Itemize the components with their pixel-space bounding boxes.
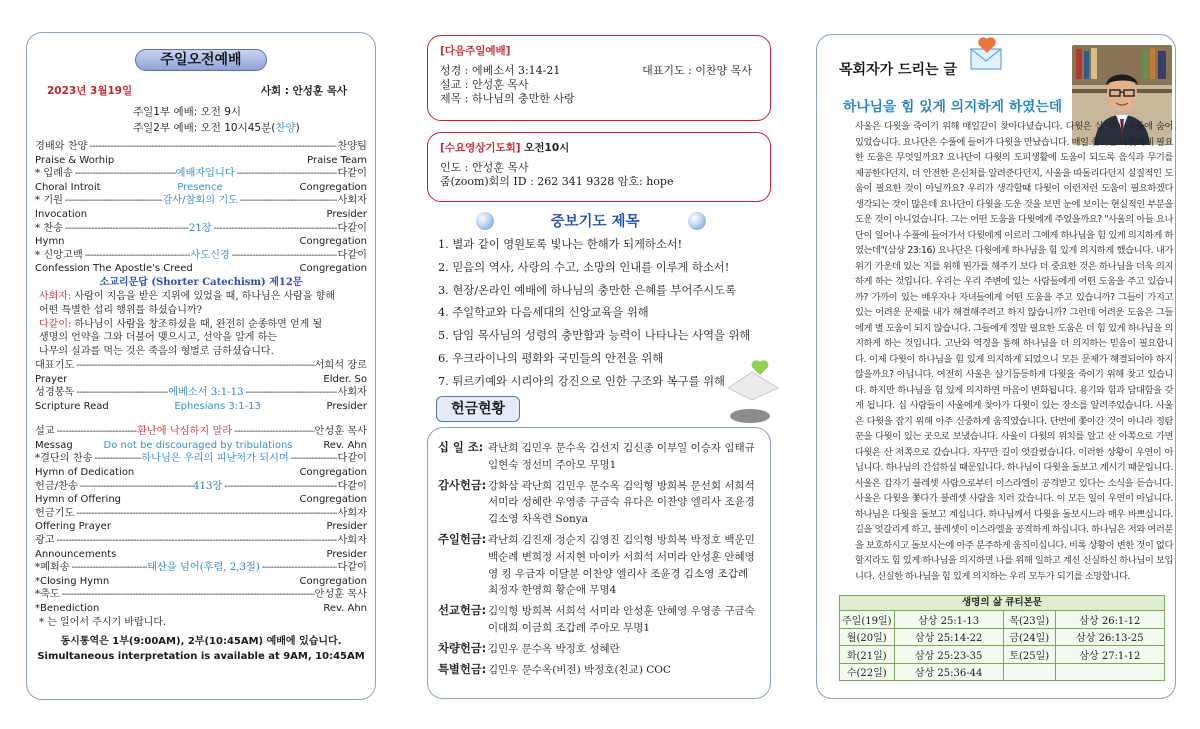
prayer-item: 1. 별과 같이 영원토록 빛나는 한해가 되게하소서! <box>438 238 683 251</box>
bible-reference: 삼상 25:14-22 <box>894 628 1003 646</box>
bible-reference: 삼상 25:1-13 <box>894 611 1003 629</box>
order-item-label: * 찬송 <box>35 222 64 234</box>
order-item-english <box>35 373 367 387</box>
offering-names: 김민우 문수옥 박정호 성혜란 <box>488 642 620 655</box>
heart-envelope-icon <box>967 35 1007 73</box>
order-item-detail: 에베소서 3:1-13 <box>168 387 244 399</box>
leader-dashes <box>63 194 162 208</box>
order-item-leader: 사회자 <box>337 387 367 399</box>
bible-reference: 삼상 25:23-35 <box>894 646 1003 664</box>
order-item-detail: 하나님은 우리의 피난처가 되시며 <box>141 453 289 465</box>
leader-dashes <box>93 452 142 466</box>
wednesday-box <box>427 132 771 202</box>
stand-note: * 는 일어서 주시기 바랍니다. <box>39 616 167 628</box>
prayer-item: 6. 우크라이나의 평화와 국민들의 안전을 위해 <box>438 351 664 365</box>
order-item-label: * 입례송 <box>35 168 73 180</box>
offering-row <box>438 478 760 528</box>
order-item-english <box>35 154 367 168</box>
prayer-item: 3. 현장/온라인 예배에 하나님의 충만한 은혜를 부어주시도록 <box>438 283 737 297</box>
zoom-info: 줌(zoom)회의 ID : 262 341 9328 암호: hope <box>440 175 674 188</box>
leader-dashes <box>78 480 193 494</box>
order-item-label: *폐회송 <box>35 562 70 574</box>
leader-dashes <box>74 359 314 373</box>
order-item-detail: 사도신경 <box>190 249 230 261</box>
order-list-1 <box>35 140 367 276</box>
order-item-leader: 다같이 <box>337 453 367 465</box>
order-item-label: 헌금기도 <box>35 507 75 519</box>
order-english-l: Praise & Worhip <box>35 154 115 166</box>
bible-reading-title: 생명의 삶 큐티본문 <box>839 595 1165 610</box>
offering-names: 강화삼 곽난희 김민우 문수옥 김익형 방희복 문선회 서희석 서미라 성혜란 우영종 구금숙 유다은 이찬양 엘리사 조윤경 김소영 차옥련 Sonya <box>488 479 755 526</box>
service-2-time: 주일2부 예배: 오전 10시45분(찬양) <box>133 122 300 134</box>
presider: 사회 : 안성훈 목사 <box>260 85 347 97</box>
bible-row <box>840 663 1165 681</box>
leader-dashes <box>55 534 338 548</box>
order-item-english <box>35 466 367 480</box>
offering-label: 선교헌금: <box>438 604 487 618</box>
order-item-detail: 413장 <box>192 480 223 492</box>
bible-reference: 삼상 27:1-12 <box>1055 646 1164 664</box>
catechism-question-2: 어떤 특별한 섭리 행위를 하셨습니까? <box>39 304 202 316</box>
order-english-l: Confession The Apostle's Creed <box>35 263 193 275</box>
offering-label: 차량헌금: <box>438 641 487 655</box>
prayer-item: 7. 튀르키예와 시리아의 강진으로 인한 구조와 복구를 위해 <box>438 374 725 388</box>
order-english-l: Hymn of Offering <box>35 494 122 506</box>
order-english-l: Announcements <box>35 548 117 560</box>
order-item-english <box>35 208 367 222</box>
sermon-row <box>35 425 367 452</box>
order-list-2 <box>35 359 367 413</box>
order-item-leader: 사회자 <box>337 535 367 547</box>
order-english-l: *Closing Hymn <box>35 575 110 587</box>
leader-dashes <box>230 249 338 263</box>
leader-dashes <box>60 588 315 602</box>
wednesday-title: [수요영상기도회] <box>440 142 521 154</box>
offering-panel <box>427 427 771 699</box>
bible-reference: 삼상 26:13-25 <box>1055 628 1164 646</box>
order-item <box>35 194 367 208</box>
order-item-label: 헌금/찬송 <box>35 480 78 492</box>
next-scripture: 성경 : 에베소서 3:14-21 <box>440 64 561 77</box>
bible-row <box>840 646 1165 664</box>
pastor-heading: 목회자가 드리는 글 <box>839 62 957 78</box>
order-english-r: Congregation <box>299 263 367 275</box>
offering-label: 특별헌금: <box>438 662 487 676</box>
order-item <box>35 140 367 154</box>
order-item <box>35 249 367 263</box>
order-item <box>35 167 367 181</box>
prayer-title: 중보기도 제목 <box>550 214 640 230</box>
prayer-item: 5. 담임 목사님의 성령의 충만함과 능력이 나타나는 사역을 위해 <box>438 329 751 343</box>
order-item-label: *결단의 찬송 <box>35 453 93 465</box>
order-item-label: *축도 <box>35 589 60 601</box>
order-english-l: *Benediction <box>35 603 100 615</box>
leader-dashes <box>70 561 148 575</box>
order-item-label: 성경봉독 <box>35 387 75 399</box>
order-item-english <box>35 575 367 589</box>
order-item-label: * 신앙고백 <box>35 249 83 261</box>
prayer-item: 4. 주일학교와 다음세대의 신앙교육을 위해 <box>438 306 649 320</box>
order-english-l: Messag <box>35 439 73 451</box>
offering-row <box>438 662 760 679</box>
order-english-r: Rev. Ahn <box>323 603 367 615</box>
wednesday-time: 오전10시 <box>524 142 570 154</box>
order-item-leader: 다같이 <box>337 480 367 492</box>
interpretation-en: Simultaneous interpretation is available at 9AM, 10:45AM <box>37 650 365 662</box>
order-item <box>35 480 367 494</box>
interpretation-kr: 동시통역은 1부(9:00AM), 2부(10:45AM) 예배에 있습니다. <box>60 635 342 647</box>
order-item <box>35 561 367 575</box>
leader-dashes <box>74 386 168 400</box>
order-english-r: Elder. So <box>323 373 367 385</box>
order-item-label: 대표기도 <box>35 359 75 371</box>
catechism-answer-3: 나무의 실과를 먹는 것은 죽음의 형벌로 금하셨습니다. <box>39 346 274 358</box>
order-english-l: Invocation <box>35 208 88 220</box>
next-preacher: 설교 : 안성훈 목사 <box>440 78 529 91</box>
order-item-leader: 찬양팀 <box>337 141 367 152</box>
order-item-english <box>35 262 367 276</box>
order-english-r: Congregation <box>299 181 367 193</box>
order-item <box>35 425 367 439</box>
leader-dashes <box>83 249 191 263</box>
leader-dashes <box>74 507 337 521</box>
order-item-english <box>35 520 367 534</box>
order-item-detail: 21장 <box>188 222 212 234</box>
order-item-leader: 서희석 장로 <box>314 359 367 371</box>
order-item-leader: 다같이 <box>337 562 367 574</box>
order-english-r: Presider <box>326 548 367 560</box>
order-item-detail: 감사/참회의 기도 <box>162 195 239 207</box>
catechism-question: 사회자: 사람이 지음을 받은 지위에 있었을 때, 하나님은 사람을 향해 <box>39 290 335 302</box>
offering-names: 곽난희 김진재 정순지 김영진 김익형 방희복 박정호 백운민 백순례 변희정 서지현 마이카 서희석 서미라 안성훈 안혜영 영 킹 우금자 이달분 이찬양 엘리사 조윤경 김소영 조갑례 최정자 한영희 황순애 무명4 <box>488 533 755 597</box>
order-item <box>35 507 367 521</box>
order-item <box>35 588 367 602</box>
order-english-r: Presider <box>326 208 367 220</box>
date-row <box>35 83 367 98</box>
bible-reading-table <box>839 595 1165 681</box>
catechism-answer: 다같이: 하나님이 사람을 창조하셨을 때, 완전히 순종하면 얻게 될 <box>39 318 323 330</box>
offering-row <box>438 532 760 599</box>
pastor-letter-panel <box>816 34 1176 699</box>
order-item-detail: 태산을 넘어(후렴, 2,3절) <box>147 562 260 574</box>
order-item-english <box>35 439 367 453</box>
order-english-l: Hymn <box>35 236 65 248</box>
worship-title: 주일오전예배 <box>135 49 267 71</box>
order-item-leader: 사회자 <box>337 195 367 207</box>
service-date: 2023년 3월19일 <box>47 85 133 97</box>
bible-day: 금(24일) <box>1003 628 1055 646</box>
order-english-l: Prayer <box>35 373 68 385</box>
leader-dashes <box>55 425 137 439</box>
offering-row <box>438 641 760 658</box>
order-item <box>35 222 367 236</box>
leader-dashes <box>63 222 189 236</box>
offering-names: 김민우 문수옥(비전) 박정호(친교) COC <box>488 663 671 676</box>
bible-reference <box>1055 663 1164 681</box>
next-prayer: 대표기도 : 이찬양 목사 <box>642 64 752 77</box>
offering-names: 김익형 방희복 서희석 서미라 안성훈 안혜영 우영종 구금숙 이대희 이금희 조갑례 주아모 무명1 <box>488 605 755 634</box>
leader-dashes <box>238 194 337 208</box>
order-item-detail: 환난에 낙심하지 말라 <box>137 426 233 438</box>
bible-day: 주일(19일) <box>840 611 895 629</box>
bible-day: 월(20일) <box>840 628 895 646</box>
order-english-l: Choral Introit <box>35 181 101 193</box>
order-item-leader: 안성훈 목사 <box>314 426 367 438</box>
leader-dashes <box>235 167 338 181</box>
order-item-english <box>35 493 367 507</box>
order-english-l: Scripture Read <box>35 400 109 412</box>
order-item <box>35 534 367 548</box>
offering-label: 주일헌금: <box>438 532 487 546</box>
leader-dashes <box>212 222 338 236</box>
order-item-label: * 기원 <box>35 195 64 207</box>
order-english-r: Presider <box>326 521 367 533</box>
next-sermon-title: 제목 : 하나님의 충만한 사랑 <box>440 92 575 105</box>
order-english-r: Rev. Ahn <box>323 439 367 451</box>
leader-dashes <box>222 480 337 494</box>
leader-dashes <box>73 167 176 181</box>
order-list-3 <box>35 452 367 615</box>
service-1-time: 주일1부 예배: 오전 9시 <box>133 106 242 118</box>
order-english-m: Ephesians 3:1-13 <box>174 400 261 412</box>
order-item-english <box>35 602 367 616</box>
offering-row <box>438 603 760 637</box>
bible-row <box>840 628 1165 646</box>
offering-row <box>438 440 760 474</box>
order-item-label: 광고 <box>35 535 55 547</box>
bible-reference: 삼상 26:1-12 <box>1055 611 1164 629</box>
diamond-heart-icon <box>722 358 782 428</box>
leader-dashes <box>260 561 338 575</box>
order-item-english <box>35 400 367 414</box>
order-item <box>35 386 367 400</box>
leader-dashes <box>232 425 314 439</box>
order-item-english <box>35 235 367 249</box>
order-english-r: Congregation <box>299 575 367 587</box>
leader-dashes <box>289 452 338 466</box>
order-item-label: 설교 <box>35 426 55 438</box>
catechism-answer-2: 생명의 언약을 그와 더불어 맺으시고, 선악을 알게 하는 <box>39 332 277 344</box>
pastor-subtitle: 하나님을 힘 있게 의지하게 하였는데 <box>843 99 1063 115</box>
order-item-english <box>35 548 367 562</box>
order-item-leader: 다같이 <box>337 168 367 180</box>
offering-label: 십 일 조: <box>438 441 484 454</box>
bible-reference: 삼상 25:36-44 <box>894 663 1003 681</box>
order-english-r: Congregation <box>299 236 367 248</box>
leader-dashes <box>244 386 338 400</box>
next-week-title: [다음주일예배] <box>440 45 511 57</box>
offering-label: 감사헌금: <box>438 478 487 492</box>
order-item-detail: 예배자입니다 <box>175 168 235 180</box>
order-item-leader: 다같이 <box>337 222 367 234</box>
order-item-leader: 안성훈 목사 <box>314 589 367 601</box>
order-english-m: Presence <box>177 181 223 193</box>
order-english-m: Do not be discouraged by tribulations <box>103 439 293 451</box>
catechism-title: 소교리문답 (Shorter Catechism) 제12문 <box>99 276 303 288</box>
pastor-essay: 사울은 다윗을 죽이기 위해 매일같이 찾아다녔습니다. 다윗은 십 광야 수풀에 숨어 있었습니다. 요나단은 수풀에 들어가 다윗을 만났습니다. 매일 쫓기는 다윗에게 필요한 도움은 무엇일까요? 요나단이 다윗의 도피생활에 도움이 되도록 음식과 무기를 제공한다던지, 더 안전한 은신처를 알려준다던지, 사울을 따돌리다던지 실질적인 도움이 필요한 것이 아닐까요? 우리가 생각할때 다윗이 이런저런 도움이 필요하겠다 생각되는 것이 많은데 요나단이 다윗을 도운 것을 보면 눈에 보이는 현실적인 부분을 도운 것이 아니었습니다. 그는 어떤 도움을 다윗에게 주었을까요? "사울의 아들 요나단이 일어나 수풀에 들어가서 다윗에게 이르러 그에게 하나님을 힘 있게 의지하게 하였는데"(삼상 23:16) 요나단은 다윗에게 하나님을 힘 있게 의지하게 했습니다. 내가 위기 가운데 있는 지를 위해 뭔가를 해주기 보다 더 중요한 것은 하나님을 더욱 의지하게 하는 것입니다. 우리는 우리 주변에 있는 사람들에게 어떤 도움을 주고 있습니까? 가까이 있는 배우자나 자녀들에게 어떤 도움을 주고 있습니까? 그들이 가지고 있는 어려운 문제를 내가 해결해주려고 하지 않습니까? 그런데 어려운 도움은 그들에게 별 도움이 되지 않습니다. 그들에게 정말 필요한 도움은 더 힘 있게 하나님을 의지하게 하는 것입니다. 고난와 역경을 통해 하나님을 더 의지하는 믿음이 필요합니다. 이제 다윗이 하나님을 힘 있게 의지하게 되었으니 모든 문제가 해결되어야 하지 않을까요? 아닙니다. 여전히 사울은 살기등등하게 다윗을 죽이기 위해 찾고 있습니다. 하지만 하나님을 힘 있게 의지하면 마음이 변화됩니다. 용기와 힘과 담대함을 갖게 됩니다. 십 사람들이 사울에게 찾아가 다윗이 있는 장소를 알려주었습니다. 사울은 다윗을 잡기 위해 아주 신중하게 움직였습니다. 단번에 쫓아간 것이 아니라 정탐꾼을 다윗이 있는 곳으로 보냈습니다. 사울이 다윗의 위치를 알고 산 아쪽으로 가면 다윗은 산 저쪽으로 갔습니다. 자꾸만 길이 엇갈렸습니다. 이러한 상황이 우연이 아닙니다. 하나님의 간섭하심 때문입니다. 하나님이 다윗을 돌보고 계시기 때문입니다. 사울은 갑자기 블레셋 사람으로부터 이스라엘이 공격받고 있다는 소식을 듣습니다. 사울은 다윗을 쫓다가 블레셋 사람을 치러 갔습니다. 이 모든 일이 우연이 아닙니다. 하나님은 다윗을 돌보고 계십니다. 하나님께서 다윗을 돌보시느라 매우 바쁘십니다. 길을 엇갈리게 하고, 블레셋이 이스라엘을 공격하게 하십니다. 하나님은 저와 여러분을 보호하시고 돌보시는에 아주 분주하게 움직이십니다. 비록 상황이 변한 것이 없다할지라도 힘 있게 하나님을 의지하면 나를 위해 일하고 계신 신실하신 하나님이 보입니다. 신실한 하나님을 힘 있게 의지하는 우리 모두가 되기를 소망합니다. <box>855 121 1173 582</box>
next-week-box <box>427 35 771 121</box>
order-item <box>35 359 367 373</box>
bible-row <box>840 611 1165 629</box>
order-english-r: Presider <box>326 400 367 412</box>
bible-day: 화(21일) <box>840 646 895 664</box>
bible-day: 목(23일) <box>1003 611 1055 629</box>
order-item <box>35 452 367 466</box>
order-english-r: Praise Team <box>307 154 367 166</box>
bible-day: 수(22일) <box>840 663 895 681</box>
order-english-l: Hymn of Dedication <box>35 467 135 479</box>
order-item-english <box>35 181 367 195</box>
offering-title: 헌금현황 <box>436 396 520 422</box>
prayer-item: 2. 믿음의 역사, 사랑의 수고, 소망의 인내를 이루게 하소서! <box>438 260 730 274</box>
order-item-label: 경배와 찬양 <box>35 141 88 152</box>
bible-day <box>1003 663 1055 681</box>
order-english-r: Congregation <box>299 494 367 506</box>
offering-names: 곽난희 김민우 문수옥 김선지 김신종 이부일 이승자 임태규 임현숙 정선미 주아모 무명1 <box>488 442 755 471</box>
order-english-l: Offering Prayer <box>35 521 111 533</box>
order-item-leader: 사회자 <box>337 507 367 519</box>
wednesday-leader: 인도 : 안성훈 목사 <box>440 161 529 174</box>
bible-day: 토(25일) <box>1003 646 1055 664</box>
leader-dashes <box>87 140 337 154</box>
order-item-leader: 다같이 <box>337 249 367 261</box>
order-english-r: Congregation <box>299 467 367 479</box>
worship-order-panel <box>26 32 376 700</box>
